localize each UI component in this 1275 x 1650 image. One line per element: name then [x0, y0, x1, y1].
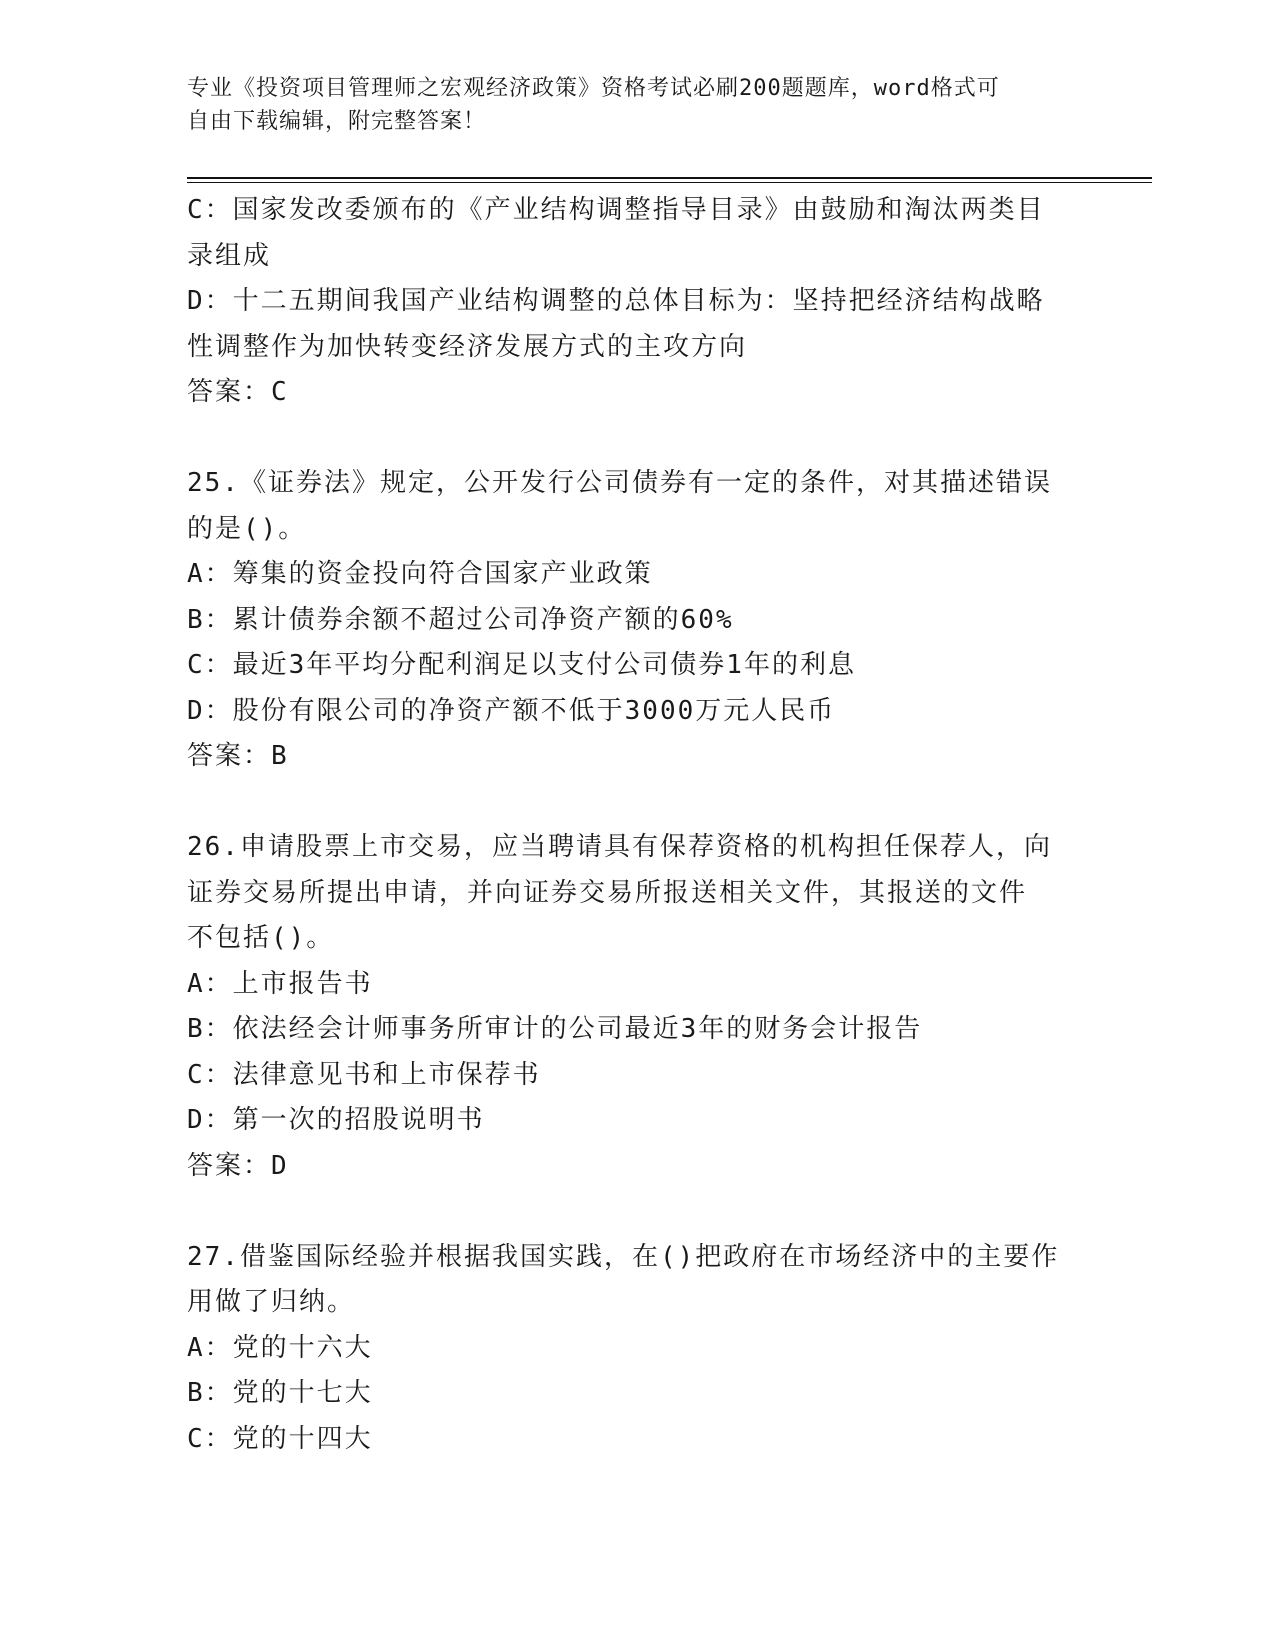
option-b: B：党的十七大 — [187, 1378, 373, 1408]
header-line-1: 专业《投资项目管理师之宏观经济政策》资格考试必刷200题题库，word格式可 — [187, 76, 1000, 101]
header-divider-thin — [187, 182, 1152, 183]
answer: 答案：C — [187, 377, 289, 407]
question-stem-line-3: 不包括()。 — [187, 923, 335, 953]
option-a: A：上市报告书 — [187, 968, 373, 999]
option-b: B：累计债券余额不超过公司净资产额的60% — [187, 604, 734, 635]
question-stem-line-1: 25.《证券法》规定，公开发行公司债券有一定的条件，对其描述错误 — [187, 468, 1052, 498]
option-d-line-1: D：十二五期间我国产业结构调整的总体目标为：坚持把经济结构战略 — [187, 286, 1045, 316]
header-line-2: 自由下载编辑，附完整答案！ — [187, 109, 487, 134]
question-list — [187, 188, 1087, 1462]
question-stem-line-2: 证券交易所提出申请，并向证券交易所报送相关文件，其报送的文件 — [187, 877, 1028, 908]
header-divider-thick — [187, 177, 1152, 179]
answer: 答案：B — [187, 741, 289, 771]
question-26 — [187, 825, 1087, 1189]
option-d: D：股份有限公司的净资产额不低于3000万元人民币 — [187, 695, 836, 726]
question-stem-line-2: 的是()。 — [187, 513, 307, 544]
question-27 — [187, 1235, 1087, 1463]
option-c-line-2: 录组成 — [187, 240, 272, 271]
spacer — [187, 416, 1087, 462]
option-b: B：依法经会计师事务所审计的公司最近3年的财务会计报告 — [187, 1014, 923, 1044]
option-a: A：筹集的资金投向符合国家产业政策 — [187, 559, 653, 589]
question-stem-line-1: 27.借鉴国际经验并根据我国实践，在()把政府在市场经济中的主要作 — [187, 1241, 1060, 1272]
option-c: C：党的十四大 — [187, 1423, 373, 1454]
document-header — [187, 72, 1067, 138]
question-stem-line-2: 用做了归纳。 — [187, 1287, 356, 1317]
option-d: D：第一次的招股说明书 — [187, 1105, 485, 1135]
option-c-line-1: C：国家发改委颁布的《产业结构调整指导目录》由鼓励和淘汰两类目 — [187, 195, 1045, 225]
option-d-line-2: 性调整作为加快转变经济发展方式的主攻方向 — [187, 331, 748, 362]
question-24-continued — [187, 188, 1087, 416]
answer: 答案：D — [187, 1150, 289, 1181]
option-c: C：最近3年平均分配利润足以支付公司债券1年的利息 — [187, 650, 856, 680]
question-25 — [187, 461, 1087, 780]
option-c: C：法律意见书和上市保荐书 — [187, 1059, 541, 1090]
spacer — [187, 1189, 1087, 1235]
question-stem-line-1: 26.申请股票上市交易，应当聘请具有保荐资格的机构担任保荐人，向 — [187, 832, 1052, 862]
option-a: A：党的十六大 — [187, 1332, 373, 1363]
spacer — [187, 780, 1087, 826]
